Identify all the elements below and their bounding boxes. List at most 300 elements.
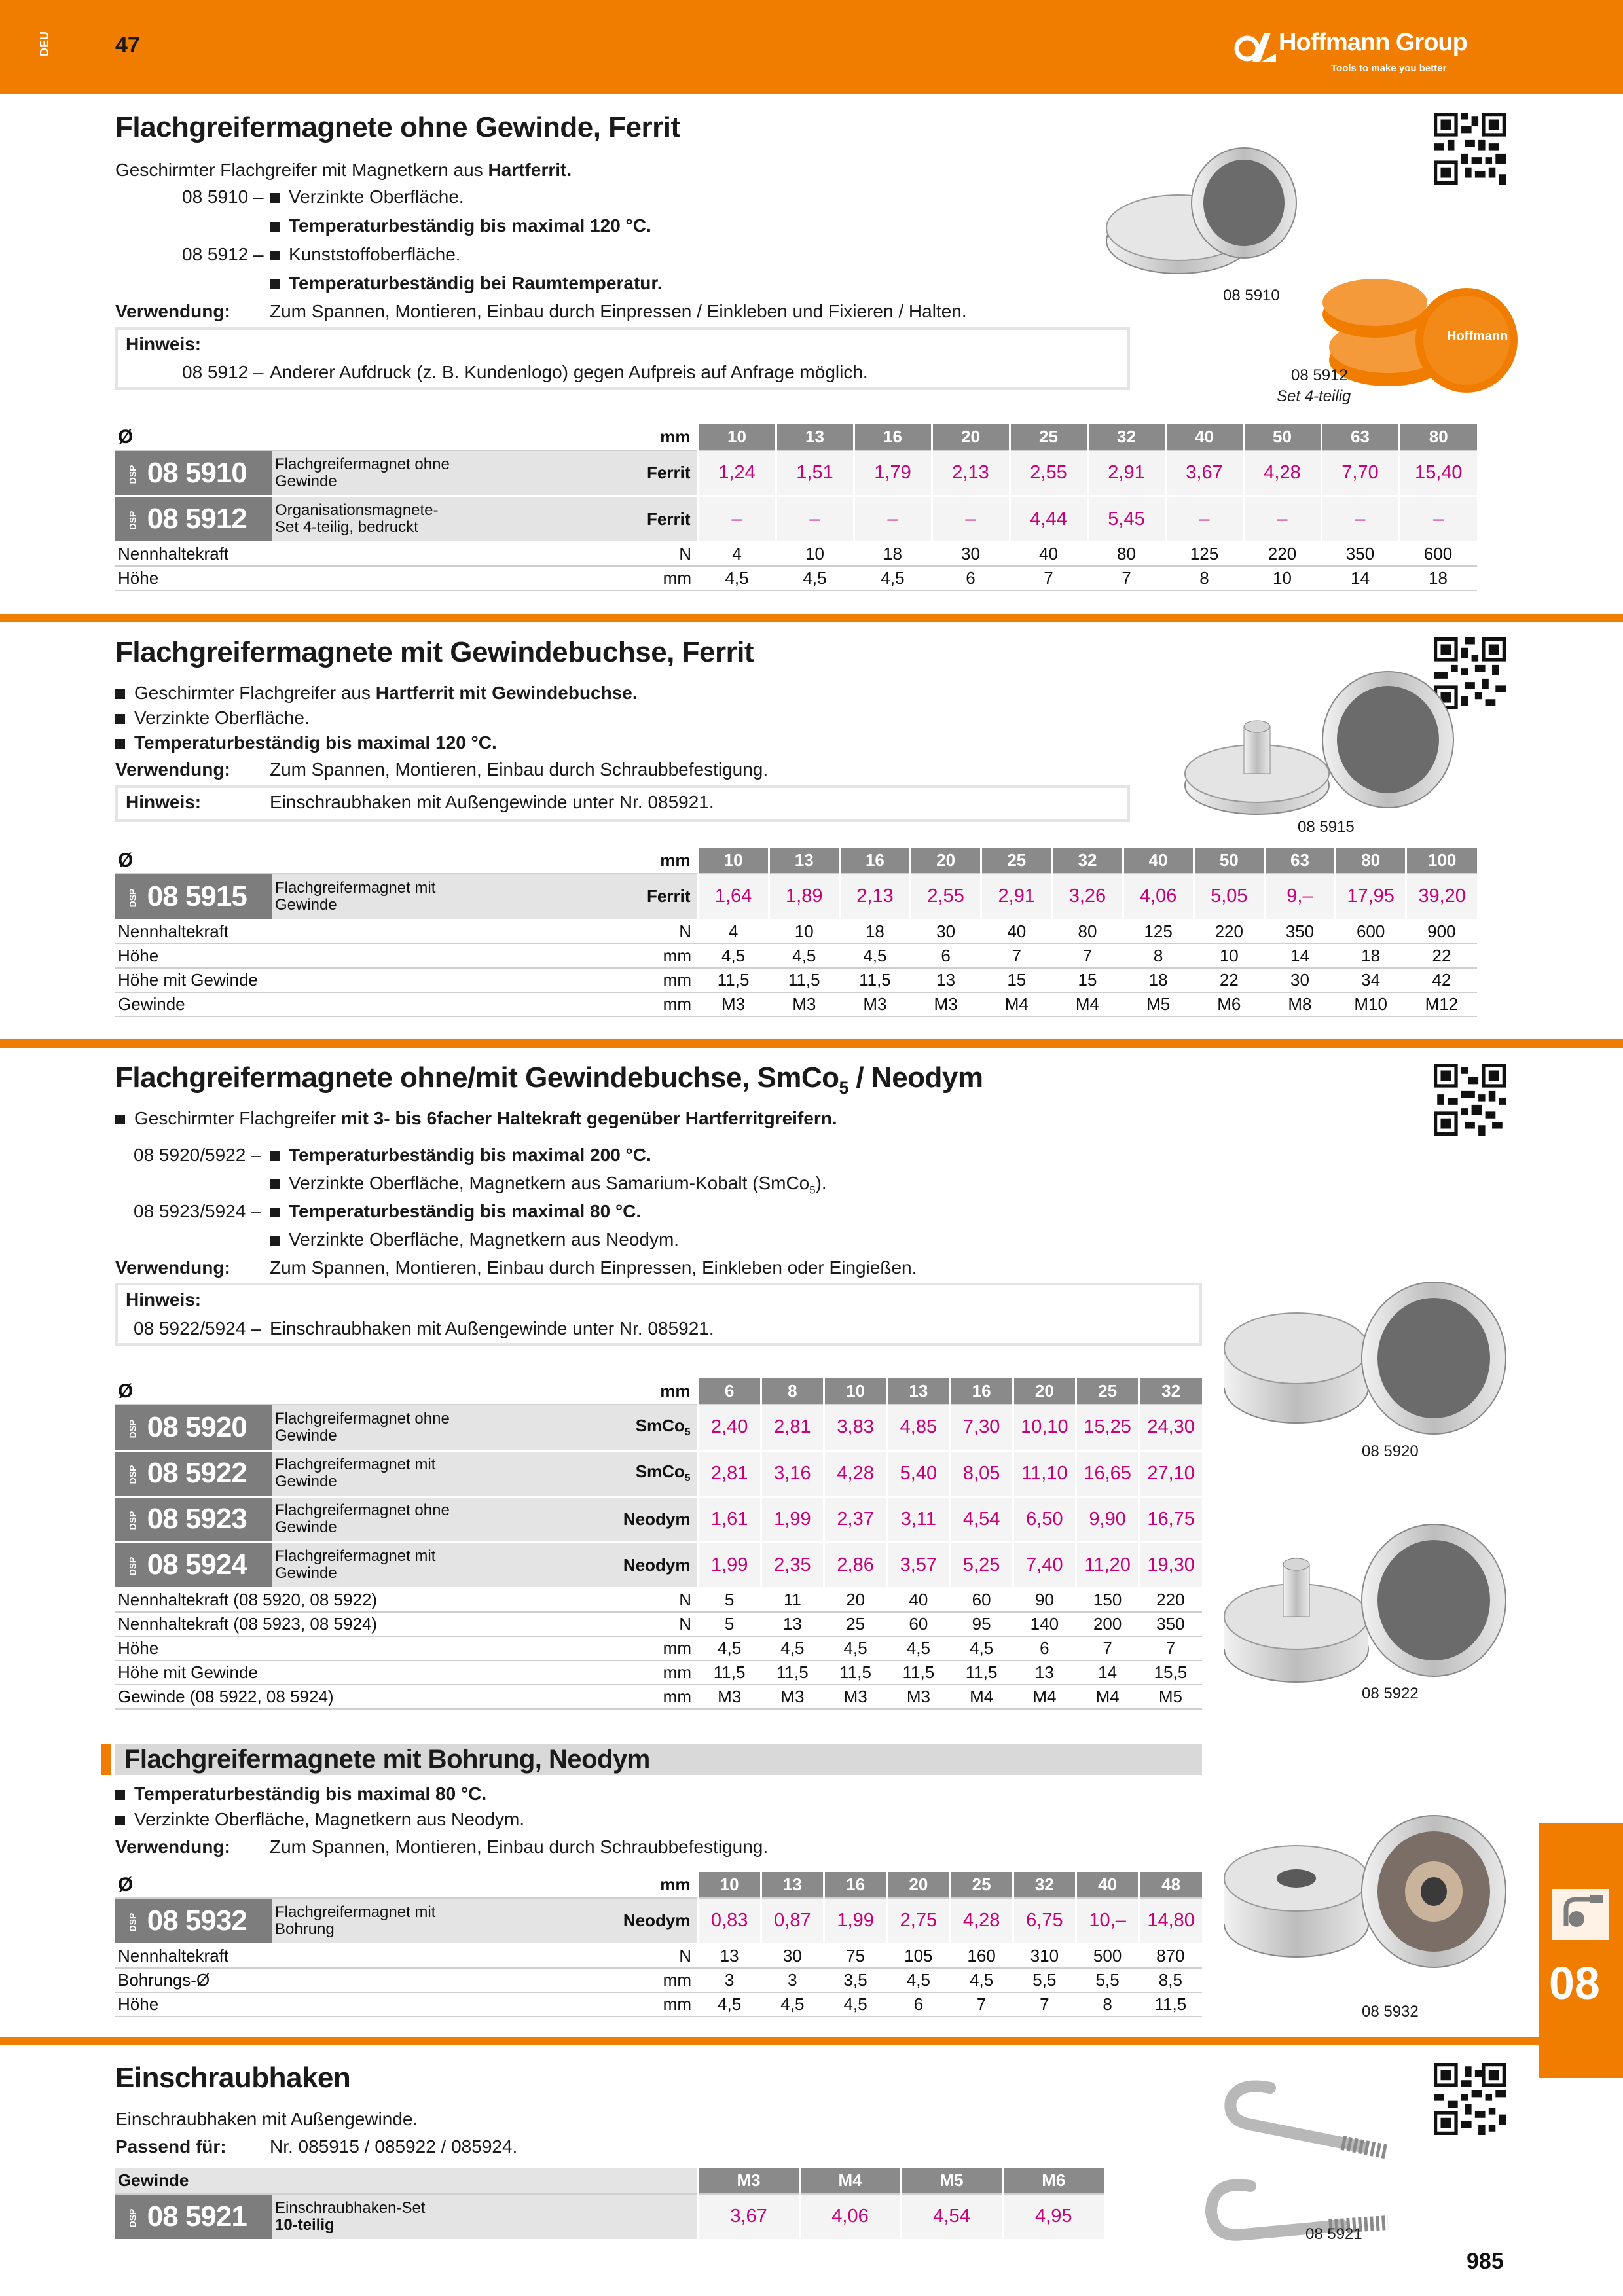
product-row[interactable] [115,1405,1202,1450]
product-description: Flachgreifermagnet ohne Gewinde [272,450,462,496]
spec-value: M4 [981,992,1052,1016]
article-number[interactable] [115,874,272,920]
size-header: 40 [1076,1872,1139,1898]
material [462,496,698,542]
spec-unit: N [462,920,698,944]
s4-use-label: Verwendung: [115,1837,230,1857]
s1-code-5912: 08 5912 – [182,244,264,264]
article-number-text: 08 5932 [147,1904,247,1937]
price-cell[interactable]: 10,– [1076,1898,1139,1944]
s4-caption-5932: 08 5932 [1362,2003,1419,2020]
price-cell[interactable]: 5,45 [1087,496,1165,542]
price-cell[interactable]: – [698,496,776,542]
article-number[interactable] [115,1542,272,1588]
size-header: 20 [932,424,1010,450]
s2-use-text: Zum Spannen, Montieren, Einbau durch Schraubbefestigung. [270,759,769,780]
article-number-text: 08 5924 [147,1549,247,1581]
spec-value: 18 [839,920,910,944]
section-title-einschraubhaken: Einschraubhaken [115,2062,351,2094]
spec-value: 10 [769,920,839,944]
spec-value: 3 [761,1968,824,1992]
product-description: Flachgreifermagnet ohne Gewinde [272,1405,462,1450]
s3-note-label: Hinweis: [126,1289,202,1310]
magnet-5932-image [1218,1806,1519,1977]
spec-value: M10 [1336,992,1406,1016]
bullet-icon [115,1115,125,1124]
bullet-icon [270,1151,280,1161]
price-cell[interactable]: 5,40 [887,1450,950,1496]
product-row[interactable] [115,1450,1202,1496]
bullet-icon [270,193,280,203]
spec-row [115,944,1477,968]
spec-label: Höhe [115,1636,462,1660]
qr-code-icon[interactable] [1434,2063,1506,2135]
table-smco-neodym [115,1378,1202,1710]
size-header: M4 [799,2168,901,2194]
article-number-text: 08 5922 [147,1457,247,1489]
spec-value: M3 [839,992,910,1016]
price-cell[interactable]: 9,90 [1076,1496,1139,1542]
s3-feature: Geschirmter Flachgreifer mit 3- bis 6facher Haltekraft gegenüber Hartferritgreifern. [115,1108,837,1129]
price-cell[interactable]: 1,99 [698,1542,761,1588]
spec-row [115,1685,1202,1709]
article-number[interactable] [115,2194,272,2240]
size-header: 10 [698,1872,761,1898]
bullet-icon [115,1790,125,1800]
spec-value: 105 [887,1944,950,1968]
price-cell[interactable]: 4,28 [950,1898,1013,1944]
spec-row [115,992,1477,1016]
article-number-text: 08 5921 [147,2200,247,2233]
spec-value: 20 [824,1588,887,1612]
spec-value: 220 [1243,542,1321,566]
spec-value: 30 [1264,968,1335,992]
spec-value: 15 [1052,968,1123,992]
size-header: 25 [1076,1378,1139,1405]
spec-value: 6 [1013,1636,1076,1660]
size-header: 63 [1264,848,1335,874]
price-cell[interactable]: 1,79 [854,450,932,496]
spec-label: Gewinde (08 5922, 08 5924) [115,1685,462,1709]
article-prefix: DSP [127,465,138,484]
spec-value: 150 [1076,1588,1139,1612]
price-cell[interactable]: – [1165,496,1243,542]
page-number-top: 47 [115,33,140,58]
spec-value: 4,5 [887,1636,950,1660]
spec-value: 18 [1123,968,1194,992]
price-cell[interactable]: 11,20 [1076,1542,1139,1588]
price-cell[interactable]: 3,67 [1165,450,1243,496]
price-cell[interactable]: 4,06 [1123,874,1194,920]
s3-caption-5920: 08 5920 [1362,1443,1419,1460]
spec-label: Bohrungs-Ø [115,1968,462,1992]
table-header-row [115,1872,1202,1898]
spec-value: 4,5 [824,1992,887,2017]
spec-label: Nennhaltekraft [115,1944,462,1968]
size-header: 25 [1010,424,1087,450]
spec-value: 14 [1264,944,1335,968]
unit-cell: mm [462,1872,698,1898]
size-header: 40 [1123,848,1194,874]
price-cell[interactable]: 3,26 [1052,874,1123,920]
s1-intro: Geschirmter Flachgreifer mit Magnetkern aus Hartferrit. [115,160,572,180]
spec-value: 11,5 [769,968,839,992]
article-number[interactable] [115,496,272,542]
size-header: 20 [1013,1378,1076,1405]
price-cell[interactable]: – [854,496,932,542]
spec-value: 4,5 [854,566,932,590]
qr-code-icon[interactable] [1434,113,1506,185]
unit-cell: mm [462,1378,698,1405]
product-row[interactable] [115,2194,1104,2240]
product-description: Flachgreifermagnet ohne Gewinde [272,1496,462,1542]
spec-value: M3 [911,992,981,1016]
price-cell[interactable]: – [1399,496,1477,542]
size-header: 63 [1321,424,1399,450]
table-header-row [115,848,1477,874]
spec-value: 5,5 [1013,1968,1076,1992]
size-header: 25 [981,848,1052,874]
price-cell[interactable]: 4,28 [824,1450,887,1496]
spec-value: 13 [761,1612,824,1636]
spec-value: M4 [950,1685,1013,1709]
price-cell[interactable]: 2,13 [839,874,910,920]
price-cell[interactable]: 0,83 [698,1898,761,1944]
magnet-5920-image [1218,1276,1519,1446]
spec-unit: mm [462,1968,698,1992]
spec-value: 80 [1087,542,1165,566]
price-cell[interactable]: 1,51 [776,450,854,496]
article-prefix: DSP [127,2208,138,2228]
spec-value: 220 [1194,920,1264,944]
product-row[interactable] [115,1496,1202,1542]
spec-label: Höhe mit Gewinde [115,968,462,992]
spec-value: 4,5 [698,944,769,968]
price-cell[interactable]: 3,16 [761,1450,824,1496]
article-number-text: 08 5912 [147,503,247,535]
price-cell[interactable]: 4,54 [901,2194,1002,2240]
spec-row [115,1944,1202,1968]
s2-feature: Geschirmter Flachgreifer aus Hartferrit mit Gewindebuchse. [115,683,638,704]
price-cell[interactable]: 2,81 [761,1405,824,1450]
spec-value: 4,5 [698,566,776,590]
product-description: Flachgreifermagnet mit Gewinde [272,1450,462,1496]
s1-caption-5910: 08 5910 [1223,287,1280,304]
price-cell[interactable]: 2,81 [698,1450,761,1496]
price-cell[interactable]: – [932,496,1010,542]
material-text: Ferrit [647,509,691,529]
spec-value: M3 [769,992,839,1016]
material [462,450,698,496]
material-subscript: 5 [684,1427,691,1439]
spec-value: 4,5 [698,1992,761,2017]
s3-use-text: Zum Spannen, Montieren, Einbau durch Einpressen, Einkleben oder Eingießen. [270,1257,917,1278]
price-cell[interactable]: 39,20 [1406,874,1477,920]
price-cell[interactable]: – [1321,496,1399,542]
price-cell[interactable]: 4,95 [1002,2194,1104,2240]
price-cell[interactable]: 1,61 [698,1496,761,1542]
section-separator [0,614,1623,622]
spec-value: M5 [1139,1685,1202,1709]
desc-line: Einschraubhaken-Set [275,2198,426,2217]
article-prefix: DSP [127,888,138,908]
article-number[interactable] [115,1405,272,1450]
material-text: SmCo [635,1462,685,1482]
spec-value: 310 [1013,1944,1076,1968]
spec-value: 7 [1010,566,1087,590]
price-cell[interactable]: 7,30 [950,1405,1013,1450]
product-row[interactable] [115,874,1477,920]
price-cell[interactable]: 2,55 [1010,450,1087,496]
price-cell[interactable]: 2,55 [911,874,981,920]
spec-value: M6 [1194,992,1264,1016]
spec-value: 500 [1076,1944,1139,1968]
material-text: Ferrit [647,886,691,906]
size-header: 32 [1013,1872,1076,1898]
bullet-icon [115,739,125,749]
article-number[interactable] [115,450,272,496]
bullet-icon [270,222,280,232]
price-cell[interactable]: 3,67 [698,2194,799,2240]
spec-label: Höhe [115,944,462,968]
spec-value: 10 [1243,566,1321,590]
product-row[interactable] [115,450,1477,496]
qr-code-icon [1434,1064,1506,1136]
s5-fit-text: Nr. 085915 / 085922 / 085924. [270,2136,518,2157]
spec-unit: mm [462,1992,698,2017]
spec-row [115,542,1477,566]
price-cell[interactable]: 2,91 [1087,450,1165,496]
size-header: 100 [1406,848,1477,874]
spec-value: 8 [1076,1992,1139,2017]
s1-note-code: 08 5912 – [182,362,264,382]
price-cell[interactable]: 2,40 [698,1405,761,1450]
s5-intro: Einschraubhaken mit Außengewinde. [115,2109,418,2129]
s3-feature: Temperaturbeständig bis maximal 80 °C. [270,1201,641,1222]
price-cell[interactable]: 2,91 [981,874,1052,920]
spec-value: 14 [1076,1660,1139,1685]
spec-value: 6 [911,944,981,968]
logo-tagline: Tools to make you better [1331,63,1447,74]
spec-value: 5 [698,1588,761,1612]
s4-use-text: Zum Spannen, Montieren, Einbau durch Schraubbefestigung. [270,1837,769,1857]
size-header: 6 [698,1378,761,1405]
section-separator [0,2037,1623,2045]
spec-value: M12 [1406,992,1477,1016]
qr-code-icon[interactable] [1434,1064,1506,1136]
spec-value: 11,5 [824,1660,887,1685]
size-header: 16 [854,424,932,450]
price-cell[interactable]: 3,83 [824,1405,887,1450]
page-number: 985 [1467,2249,1504,2274]
price-cell[interactable]: 1,24 [698,450,776,496]
spec-value: 30 [932,542,1010,566]
spec-value: 18 [1336,944,1406,968]
price-cell[interactable]: – [776,496,854,542]
price-cell[interactable]: 8,05 [950,1450,1013,1496]
article-number[interactable] [115,1450,272,1496]
price-cell[interactable]: 4,44 [1010,496,1087,542]
material [462,1496,698,1542]
size-header: 32 [1139,1378,1202,1405]
size-header: 10 [698,424,776,450]
size-header: 50 [1194,848,1264,874]
product-row[interactable] [115,496,1477,542]
spec-value: 4,5 [698,1636,761,1660]
article-number[interactable] [115,1898,272,1944]
spec-value: 220 [1139,1588,1202,1612]
price-cell[interactable]: 10,10 [1013,1405,1076,1450]
spec-label: Höhe [115,1992,462,2017]
material-text: Neodym [623,1910,691,1931]
spec-value: M8 [1264,992,1335,1016]
spec-value: M4 [1052,992,1123,1016]
article-number[interactable] [115,1496,272,1542]
spec-row [115,920,1477,944]
s5-caption-5921: 08 5921 [1305,2225,1362,2243]
product-row[interactable] [115,1898,1202,1944]
price-cell[interactable]: 9,– [1264,874,1335,920]
size-header: 16 [839,848,910,874]
s2-caption-5915: 08 5915 [1298,818,1355,836]
spec-value: 11,5 [1139,1992,1202,2017]
spec-unit: mm [462,944,698,968]
spec-value: 95 [950,1612,1013,1636]
price-cell[interactable]: 15,40 [1399,450,1477,496]
price-cell[interactable]: 2,35 [761,1542,824,1588]
price-cell[interactable]: 7,70 [1321,450,1399,496]
spec-value: 11 [761,1588,824,1612]
spec-value: M3 [887,1685,950,1709]
product-description: Organisationsmagnete-Set 4-teilig, bedruckt [272,496,462,542]
price-cell[interactable]: 27,10 [1139,1450,1202,1496]
size-header: 13 [769,848,839,874]
s4-feature: Verzinkte Oberfläche, Magnetkern aus Neodym. [115,1809,524,1830]
price-cell[interactable]: 2,86 [824,1542,887,1588]
magnet-5922-image [1218,1518,1519,1689]
size-header: 32 [1087,424,1165,450]
price-cell[interactable]: 1,99 [824,1898,887,1944]
price-cell[interactable]: 1,89 [769,874,839,920]
spec-value: 22 [1406,944,1477,968]
price-cell[interactable]: 3,11 [887,1496,950,1542]
spec-value: 40 [887,1588,950,1612]
price-cell[interactable]: 0,87 [761,1898,824,1944]
price-cell[interactable]: 2,75 [887,1898,950,1944]
spec-row [115,1968,1202,1992]
material-text: Neodym [623,1509,691,1529]
bullet-icon [115,1816,125,1825]
spec-value: 30 [761,1944,824,1968]
section-title-smco-neodym: Flachgreifermagnete ohne/mit Gewindebuchse, SmCo$_5$ / Neodym [115,1062,983,1098]
article-prefix: DSP [127,1556,138,1576]
spec-unit: N [462,1588,698,1612]
article-prefix: DSP [127,1465,138,1484]
article-number-text: 08 5920 [147,1410,247,1443]
spec-value: 5,5 [1076,1968,1139,1992]
s1-code-5910: 08 5910 – [182,187,264,207]
spec-value: 80 [1052,920,1123,944]
material [462,1405,698,1450]
bullet-icon [270,1236,280,1246]
price-cell[interactable]: 11,10 [1013,1450,1076,1496]
bullet-icon [270,279,280,289]
price-cell[interactable]: – [1243,496,1321,542]
table-header-row [115,1378,1202,1405]
spec-value: 4,5 [950,1968,1013,1992]
spec-value: 6 [932,566,1010,590]
spec-unit: N [462,542,698,566]
spec-unit: mm [462,1636,698,1660]
s2-note-text: Einschraubhaken mit Außengewinde unter Nr. 085921. [270,792,714,812]
s1-caption-5912: 08 5912 [1291,367,1348,384]
article-prefix: DSP [127,1419,138,1439]
table-header-row [115,424,1477,450]
desc-line: 10-teilig [275,2215,335,2234]
price-cell[interactable]: 24,30 [1139,1405,1202,1450]
price-cell[interactable]: 1,99 [761,1496,824,1542]
article-number-text: 08 5923 [147,1503,247,1535]
price-cell[interactable]: 3,57 [887,1542,950,1588]
spec-value: 870 [1139,1944,1202,1968]
price-cell[interactable]: 7,40 [1013,1542,1076,1588]
material-text: Neodym [623,1554,691,1575]
spec-value: 7 [981,944,1052,968]
price-cell[interactable]: 19,30 [1139,1542,1202,1588]
bullet-icon [270,1208,280,1217]
spec-value: 125 [1165,542,1243,566]
price-cell[interactable]: 17,95 [1336,874,1406,920]
material-text: Ferrit [647,463,691,483]
spec-value: 18 [1399,566,1477,590]
spec-value: 11,5 [887,1660,950,1685]
article-prefix: DSP [127,1511,138,1530]
price-cell[interactable]: 4,06 [799,2194,901,2240]
price-cell[interactable]: 1,64 [698,874,769,920]
product-row[interactable] [115,1542,1202,1588]
size-header: 40 [1165,424,1243,450]
article-number-text: 08 5910 [147,456,247,489]
spec-value: 4,5 [950,1636,1013,1660]
size-header: 16 [950,1378,1013,1405]
bullet-icon [270,1179,280,1189]
price-cell[interactable]: 4,28 [1243,450,1321,496]
price-cell[interactable]: 14,80 [1139,1898,1202,1944]
article-prefix: DSP [127,511,138,530]
price-cell[interactable]: 2,37 [824,1496,887,1542]
s1-use-label: Verwendung: [115,301,230,321]
size-header: 8 [761,1378,824,1405]
s3-feature: Temperaturbeständig bis maximal 200 °C. [270,1145,651,1166]
price-cell[interactable]: 16,65 [1076,1450,1139,1496]
price-cell[interactable]: 4,85 [887,1405,950,1450]
price-cell[interactable]: 5,25 [950,1542,1013,1588]
price-cell[interactable]: 6,75 [1013,1898,1076,1944]
price-cell[interactable]: 2,13 [932,450,1010,496]
size-header: 25 [950,1872,1013,1898]
price-cell[interactable]: 15,25 [1076,1405,1139,1450]
table-bohrung [115,1872,1202,2017]
price-cell[interactable]: 6,50 [1013,1496,1076,1542]
size-header: 20 [887,1872,950,1898]
price-cell[interactable]: 5,05 [1194,874,1264,920]
s1-feature: Kunststoffoberfläche. [270,244,461,265]
price-cell[interactable]: 16,75 [1139,1496,1202,1542]
spec-unit: N [462,1612,698,1636]
s1-note-label: Hinweis: [126,334,202,354]
price-cell[interactable]: 4,54 [950,1496,1013,1542]
spec-value: 4 [698,920,769,944]
